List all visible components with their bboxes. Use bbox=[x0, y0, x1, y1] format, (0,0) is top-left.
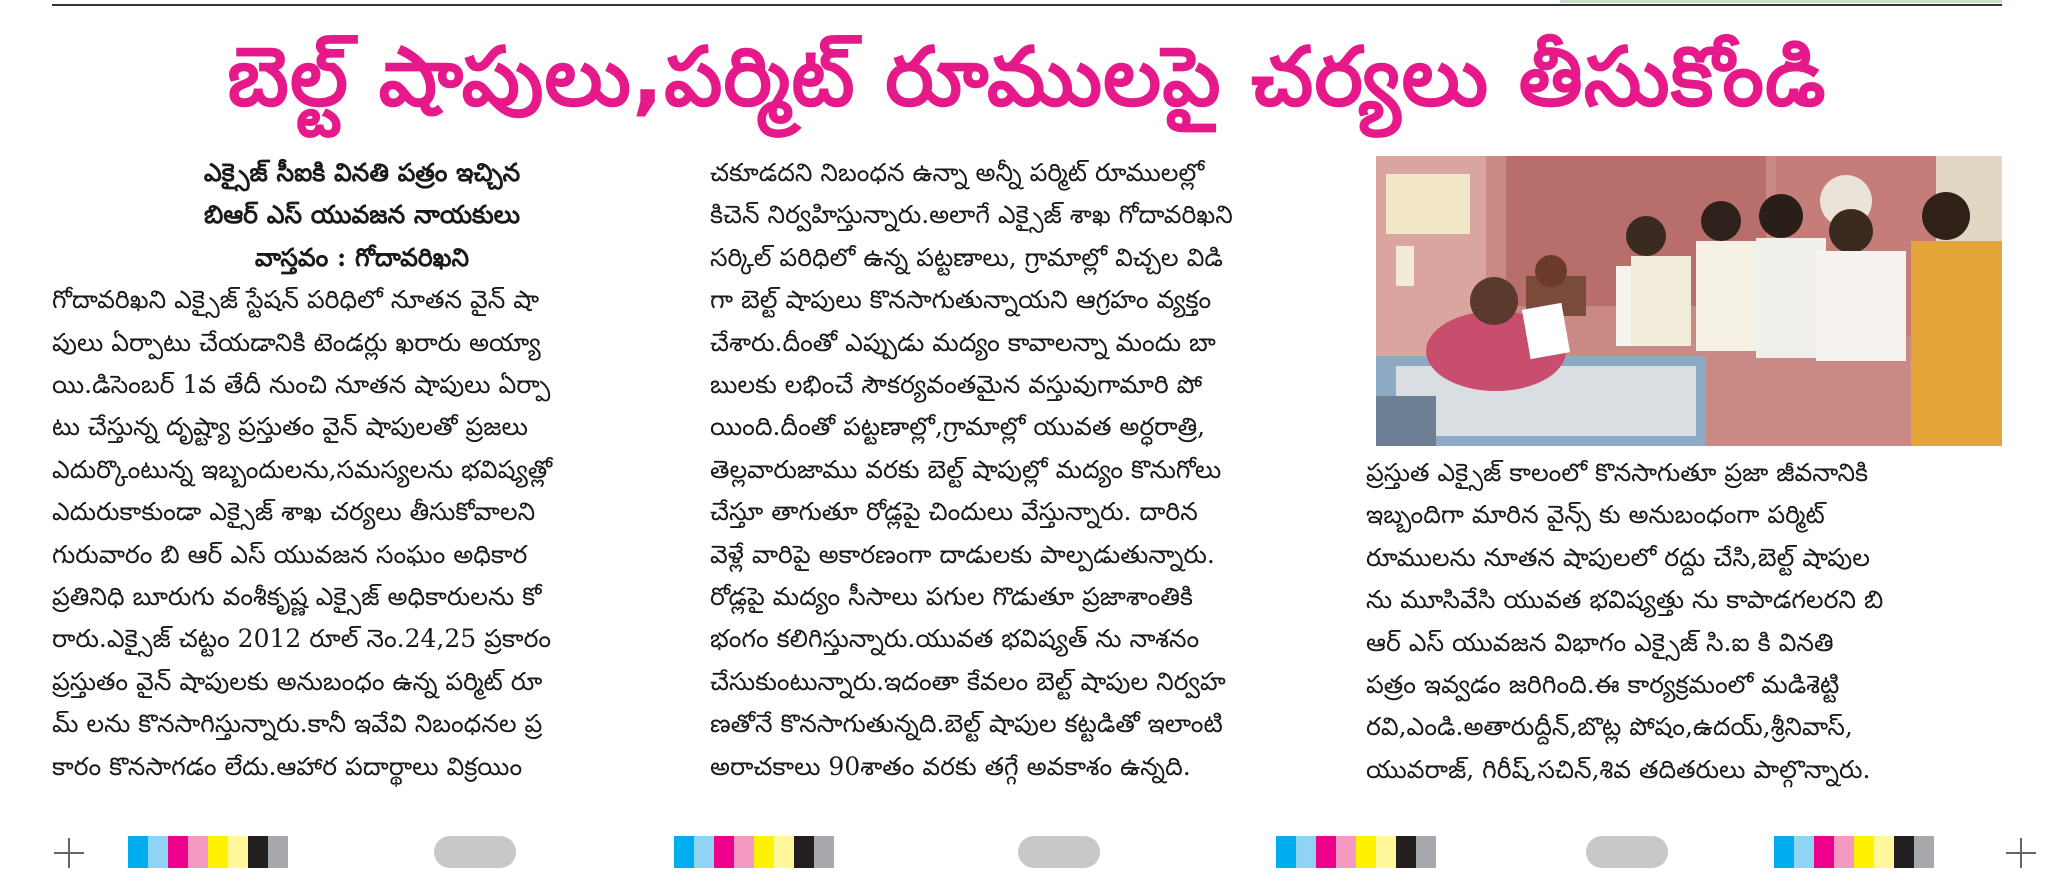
body-line: ప్రస్తుతం వైన్ షాపులకు అనుబంధం ఉన్న పర్మిట్ రూ bbox=[52, 666, 543, 696]
color-swatch bbox=[1854, 836, 1874, 868]
body-line: గోదావరిఖని ఎక్సైజ్ స్టేషన్ పరిధిలో నూతన వైన్ షా bbox=[52, 285, 540, 315]
article-column-2 bbox=[710, 152, 1340, 788]
color-swatch bbox=[128, 836, 148, 868]
body-line: చేసుకుంటున్నారు.ఇదంతా కేవలం బెల్ట్ షాపుల నిర్వహ bbox=[710, 666, 1226, 696]
color-swatch bbox=[1914, 836, 1934, 868]
top-rule bbox=[52, 4, 2002, 6]
color-swatch bbox=[694, 836, 714, 868]
body-line: యింది.దీంతో పట్టణాల్లో,గ్రామాల్లో యువత అర్ధరాత్రి, bbox=[710, 412, 1206, 442]
body-line: చేశారు.దీంతో ఎప్పుడు మద్యం కావాలన్నా మందు బా bbox=[710, 327, 1216, 357]
body-line: ణతోనే కొనసాగుతున్నది.బెల్ట్ షాపుల కట్టడితో ఇలాంటి bbox=[710, 709, 1223, 739]
body-line: బులకు లభించే సౌకర్యవంతమైన వస్తువుగామారి పో bbox=[710, 370, 1203, 400]
color-swatch bbox=[734, 836, 754, 868]
color-swatch bbox=[1296, 836, 1316, 868]
color-swatch bbox=[1794, 836, 1814, 868]
caption-line: ను మూసివేసి యువత భవిష్యత్తు ను కాపాడగలరని బి bbox=[1366, 585, 1884, 615]
color-swatch bbox=[1774, 836, 1794, 868]
news-photo bbox=[1376, 156, 2002, 446]
body-line: ఎదుర్కొంటున్న ఇబ్బందులను,సమస్యలను భవిష్యత్లో bbox=[52, 454, 553, 484]
body-line: రారు.ఎక్సైజ్ చట్టం 2012 రూల్ నెం.24,25 ప్రకారం bbox=[52, 624, 552, 654]
color-swatch bbox=[1814, 836, 1834, 868]
body-line: రోడ్లపై మద్యం సీసాలు పగుల గొడుతూ ప్రజాశాంతికి bbox=[710, 582, 1193, 612]
color-swatch bbox=[1396, 836, 1416, 868]
color-swatch bbox=[188, 836, 208, 868]
body-line: భంగం కలిగిస్తున్నారు.యువత భవిష్యత్ ను నాశనం bbox=[710, 624, 1200, 654]
color-swatch bbox=[1416, 836, 1436, 868]
body-line: తెల్లవారుజాము వరకు బెల్ట్ షాపుల్లో మద్యం కొనుగోలు bbox=[710, 454, 1222, 484]
body-line: వెళ్లే వారిపై అకారణంగా దాడులకు పాల్పడుతున్నారు. bbox=[710, 539, 1215, 569]
photo-illustration bbox=[1376, 156, 2002, 446]
color-calibration-bar bbox=[1774, 836, 1934, 868]
registration-mark bbox=[54, 838, 84, 868]
body-line: టు చేస్తున్న దృష్ట్యా ప్రస్తుతం వైన్ షాపులతో ప్రజలు bbox=[52, 412, 528, 442]
photo-caption bbox=[1366, 452, 2006, 791]
color-swatch bbox=[1376, 836, 1396, 868]
color-swatch bbox=[794, 836, 814, 868]
body-line: మ్ లను కొనసాగిస్తున్నారు.కానీ ఇవేవి నిబంధనల ప్ర bbox=[52, 709, 543, 739]
gray-pill-mark bbox=[434, 836, 516, 868]
body-line: గురువారం బి ఆర్ ఎస్ యువజన సంఘం అధికార bbox=[52, 539, 528, 569]
caption-line: పత్రం ఇవ్వడం జరిగింది.ఈ కార్యక్రమంలో మడిశెట్టి bbox=[1366, 670, 1840, 700]
caption-line: ఆర్ ఎస్ యువజన విభాగం ఎక్సైజ్ సి.ఐ కి వినతి bbox=[1366, 627, 1834, 657]
headline: బెల్ట్ షాపులు,పర్మిట్ రూములపై చర్యలు తీసుకోండి bbox=[227, 30, 1827, 125]
color-swatch bbox=[148, 836, 168, 868]
color-swatch bbox=[1834, 836, 1854, 868]
body-line: సర్కిల్ పరిధిలో ఉన్న పట్టణాలు, గ్రామాల్లో విచ్చల విడి bbox=[710, 242, 1223, 272]
body-line: గా బెల్ట్ షాపులు కొనసాగుతున్నాయని ఆగ్రహం వ్యక్తం bbox=[710, 285, 1212, 315]
color-swatch bbox=[1874, 836, 1894, 868]
subheading: బిఆర్ ఎస్ యువజన నాయకులు bbox=[203, 200, 521, 230]
color-swatch bbox=[228, 836, 248, 868]
color-calibration-bar bbox=[128, 836, 288, 868]
body-line: కారం కొనసాగడం లేదు.ఆహార పదార్థాలు విక్రయిం bbox=[52, 751, 523, 781]
color-swatch bbox=[268, 836, 288, 868]
color-calibration-bar bbox=[674, 836, 834, 868]
body-line: చేస్తూ తాగుతూ రోడ్లపై చిందులు వేస్తున్నారు. దారిన bbox=[710, 497, 1198, 527]
color-swatch bbox=[1356, 836, 1376, 868]
color-swatch bbox=[754, 836, 774, 868]
color-swatch bbox=[774, 836, 794, 868]
color-swatch bbox=[1276, 836, 1296, 868]
article-column-1 bbox=[52, 152, 672, 788]
body-line: యి.డిసెంబర్ 1వ తేదీ నుంచి నూతన షాపులు ఏర్పా bbox=[52, 370, 551, 400]
color-swatch bbox=[674, 836, 694, 868]
color-swatch bbox=[714, 836, 734, 868]
caption-line: రూములను నూతన షాపులలో రద్దు చేసి,బెల్ట్ షాపుల bbox=[1366, 542, 1870, 572]
body-line: కిచెన్ నిర్వహిస్తున్నారు.అలాగే ఎక్సైజ్ శాఖ గోదావరిఖని bbox=[710, 200, 1233, 230]
dateline: వాస్తవం : గోదావరిఖని bbox=[254, 242, 470, 272]
gray-pill-mark bbox=[1018, 836, 1100, 868]
caption-line: ఇబ్బందిగా మారిన వైన్స్ కు అనుబంధంగా పర్మిట్ bbox=[1366, 500, 1825, 530]
caption-line: యువరాజ్, గిరీష్,సచిన్,శివ తదితరులు పాల్గొన్నారు. bbox=[1366, 754, 1871, 784]
top-green-rule bbox=[1560, 0, 2002, 3]
subheading: ఎక్సైజ్ సీఐకి వినతి పత్రం ఇచ్చిన bbox=[203, 158, 521, 187]
color-swatch bbox=[248, 836, 268, 868]
color-swatch bbox=[168, 836, 188, 868]
color-swatch bbox=[1336, 836, 1356, 868]
caption-line: ప్రస్తుత ఎక్సైజ్ కాలంలో కొనసాగుతూ ప్రజా జీవనానికి bbox=[1366, 458, 1869, 487]
gray-pill-mark bbox=[1586, 836, 1668, 868]
color-calibration-bar bbox=[1276, 836, 1436, 868]
color-swatch bbox=[208, 836, 228, 868]
body-line: పులు ఏర్పాటు చేయడానికి టెండర్లు ఖరారు అయ్యా bbox=[52, 327, 541, 357]
body-line: చకూడదని నిబంధన ఉన్నా అన్నీ పర్మిట్ రూములల్లో bbox=[710, 158, 1205, 187]
color-swatch bbox=[814, 836, 834, 868]
body-line: ఎదురుకాకుండా ఎక్సైజ్ శాఖ చర్యలు తీసుకోవాలని bbox=[52, 497, 536, 527]
registration-mark bbox=[2006, 838, 2036, 868]
caption-line: రవి,ఎండి.అతారుద్దీన్,బొట్ల పోషం,ఉదయ్,శ్రీనివాస్, bbox=[1366, 712, 1853, 742]
body-line: ప్రతినిధి బూరుగు వంశీకృష్ణ ఎక్సైజ్ అధికారులను కో bbox=[52, 582, 542, 612]
body-line: అరాచకాలు 90శాతం వరకు తగ్గే అవకాశం ఉన్నది. bbox=[710, 751, 1191, 781]
color-swatch bbox=[1316, 836, 1336, 868]
color-swatch bbox=[1894, 836, 1914, 868]
